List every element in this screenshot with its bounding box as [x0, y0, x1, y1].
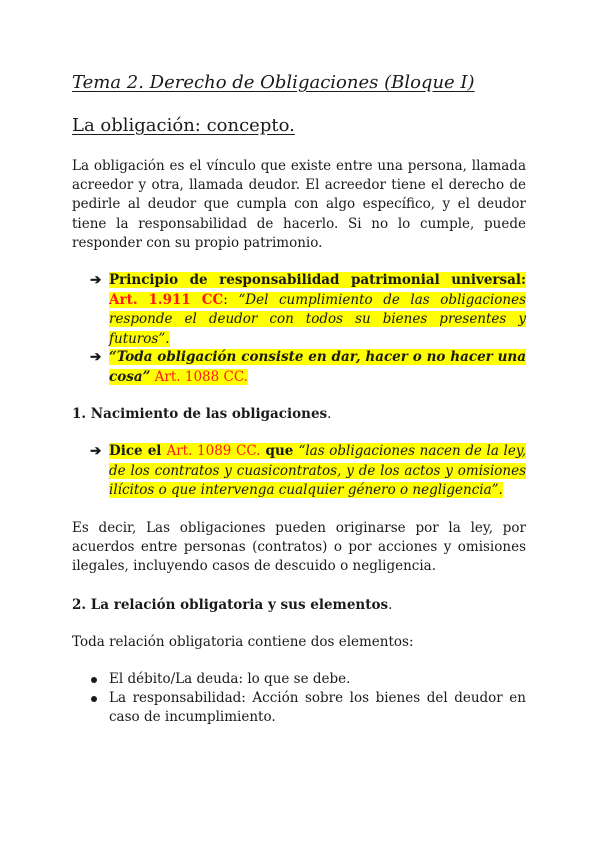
section-subtitle: La obligación: concepto. [72, 115, 295, 136]
explanation-paragraph: Es decir, Las obligaciones pueden originarse por la ley, por acuerdos entre personas (contratos) o por acciones y omisiones ilegales, incluyendo casos de descuido o negligencia. [72, 520, 526, 575]
elements-list [90, 670, 526, 728]
section-heading-2: 2. La relación obligatoria y sus elementos. [72, 597, 393, 613]
arrow-icon: ➔ [90, 349, 102, 365]
obligation-quote: “Toda obligación consiste en dar, hacer o no hacer una cosa” [109, 349, 526, 385]
bullet-obligation-text [109, 349, 526, 385]
list-item: La responsabilidad: Acción sobre los bienes del deudor en caso de incumplimiento. [90, 689, 526, 727]
bullet-art-1089-text: Dice el Art. 1089 CC. que “las obligaciones nacen de la ley, de los contratos y cuasicontratos, y de los actos y omisiones ilícitos o que intervenga cualquier género o negligencia”. [109, 443, 526, 499]
bullet-principle [90, 271, 526, 349]
bullet-obligation-definition [90, 348, 526, 387]
art-1089-quote: “las obligaciones nacen de la ley, de los contratos y cuasicontratos, y de los actos y omisiones ilícitos o que intervenga cualquier género o negligencia” [109, 443, 526, 499]
arrow-icon: ➔ [90, 443, 102, 459]
article-ref-1089: Art. 1089 CC. [166, 443, 261, 459]
principle-label: Principio de responsabilidad patrimonial universal [109, 272, 522, 288]
arrow-icon: ➔ [90, 272, 102, 288]
bullet-principle-text: Principio de responsabilidad patrimonial universal: Art. 1.911 CC: “Del cumplimiento de las obligaciones responde el deudor con todos su bienes presentes y futuros”. [109, 272, 527, 347]
article-ref-1911: Art. 1.911 CC [109, 291, 224, 308]
document-title: Tema 2. Derecho de Obligaciones (Bloque I) [72, 72, 475, 93]
intro-paragraph: La obligación es el vínculo que existe entre una persona, llamada acreedor y otra, llamada deudor. El acreedor tiene el derecho de pedirle al deudor que cumpla con algo específico, y el deudor tiene la responsabilidad de hacerlo. Si no lo cumple, puede responder con su propio patrimonio. [72, 158, 526, 251]
article-ref-1088: Art. 1088 CC. [154, 368, 248, 385]
elements-intro: Toda relación obligatoria contiene dos elementos: [72, 634, 414, 650]
list-item: El débito/La deuda: lo que se debe. [90, 670, 526, 689]
bullet-art-1089 [90, 442, 526, 501]
section-heading-1: 1. Nacimiento de las obligaciones. [72, 406, 332, 422]
principle-quote: “Del cumplimiento de las obligaciones responde el deudor con todos su bienes presentes y futuros” [109, 291, 527, 347]
